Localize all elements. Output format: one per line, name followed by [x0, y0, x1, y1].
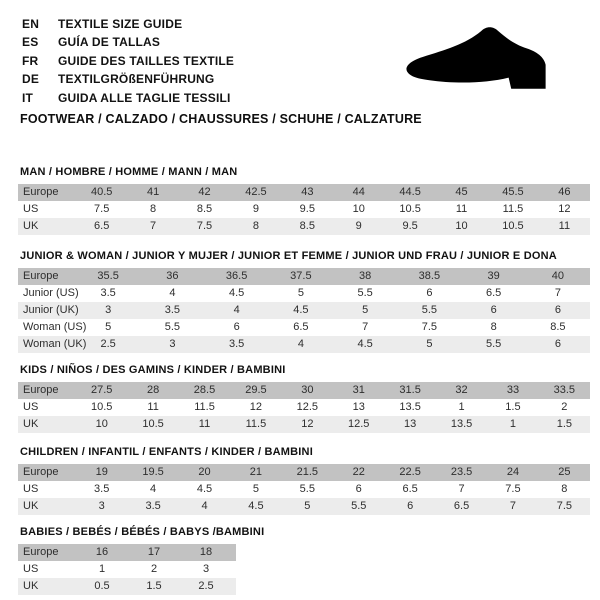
language-row — [22, 33, 234, 51]
size-cell: 4 — [150, 483, 157, 495]
size-cell: 4.5 — [248, 500, 264, 512]
header-cell: 33 — [506, 384, 520, 396]
table-row — [18, 561, 236, 578]
table-header-row — [18, 268, 590, 285]
header-cell: 18 — [199, 546, 213, 558]
size-cell: 10.5 — [142, 418, 164, 430]
header-cell: 16 — [95, 546, 109, 558]
header-cell: 22 — [352, 466, 365, 478]
size-cell: 7 — [554, 287, 561, 299]
size-cell: 5 — [304, 500, 311, 512]
row-label: Europe — [23, 186, 59, 198]
row-label: US — [23, 563, 39, 575]
size-cell: 6.5 — [485, 287, 502, 299]
table-row — [18, 578, 236, 595]
header-cell: 31 — [352, 384, 365, 396]
size-cell: 8 — [252, 220, 259, 232]
size-cell: 7.5 — [505, 483, 521, 495]
language-row — [22, 52, 234, 70]
language-label: GUIDA ALLE TAGLIE TESSILI — [58, 90, 231, 105]
table-row — [18, 416, 590, 433]
header-cell: 35.5 — [97, 270, 119, 282]
size-cell: 9.5 — [402, 220, 418, 232]
size-cell: 13.5 — [399, 401, 421, 413]
size-cell: 11 — [558, 220, 571, 232]
size-cell: 12 — [249, 401, 263, 413]
size-table-section — [18, 446, 590, 515]
table-title: BABIES / BEBÉS / BÉBÉS / BABYS /BAMBINI — [20, 526, 265, 538]
header-cell: 44 — [352, 186, 365, 198]
table-row — [18, 399, 590, 416]
header-cell: 19.5 — [142, 466, 164, 478]
size-cell: 7.5 — [196, 220, 213, 232]
size-cell: 6 — [233, 321, 240, 333]
size-cell: 12.5 — [348, 418, 370, 430]
header-cell: 23.5 — [450, 466, 473, 478]
table-row — [18, 336, 590, 353]
size-cell: 11 — [198, 418, 211, 430]
header-cell: 36.5 — [225, 270, 248, 282]
header-cell: 17 — [147, 546, 161, 558]
size-cell: 8 — [561, 483, 568, 495]
row-label: Junior (UK) — [23, 304, 79, 316]
header-cell: 38.5 — [418, 270, 441, 282]
language-row — [22, 70, 234, 88]
size-table-section — [18, 166, 590, 235]
table-row — [18, 481, 590, 498]
size-cell: 3 — [105, 304, 112, 316]
header-cell: 41 — [146, 186, 160, 198]
size-cell: 9.5 — [299, 203, 315, 215]
size-cell: 3.5 — [94, 483, 110, 495]
header-cell: 24 — [506, 466, 520, 478]
language-code: DE — [22, 72, 40, 87]
size-cell: 5 — [426, 338, 433, 350]
size-table — [18, 184, 590, 235]
size-cell: 11.5 — [194, 401, 215, 413]
row-label: Europe — [23, 546, 59, 558]
size-cell: 7.5 — [556, 500, 572, 512]
language-code: EN — [22, 17, 40, 31]
size-cell: 5.5 — [357, 287, 373, 299]
header-cell: 19 — [95, 466, 108, 478]
header-cell: 45.5 — [502, 186, 524, 198]
row-label: UK — [23, 418, 39, 430]
size-cell: 6.5 — [94, 220, 110, 232]
table-header-row — [18, 544, 236, 561]
table-row — [18, 285, 590, 302]
header-cell: 31.5 — [399, 384, 421, 396]
size-cell: 0.5 — [94, 580, 110, 592]
size-cell: 6 — [554, 338, 561, 350]
size-cell: 10.5 — [502, 220, 524, 232]
size-cell: 2 — [561, 401, 568, 413]
table-header-row — [18, 184, 590, 201]
size-cell: 12 — [558, 203, 571, 215]
header-cell: 40 — [551, 270, 564, 282]
language-label: GUIDE DES TAILLES TEXTILE — [58, 53, 235, 68]
table-row — [18, 302, 590, 319]
size-cell: 3.5 — [100, 287, 116, 299]
size-cell: 7.5 — [94, 203, 110, 215]
size-cell: 8.5 — [299, 220, 315, 232]
row-label: UK — [23, 500, 39, 512]
size-cell: 4.5 — [293, 304, 309, 316]
table-header-row — [18, 464, 590, 481]
header-cell: 21 — [249, 466, 263, 478]
row-label: Woman (UK) — [23, 338, 87, 350]
header-cell: 25 — [558, 466, 571, 478]
row-label: UK — [23, 220, 39, 232]
size-cell: 11 — [455, 203, 468, 215]
size-cell: 4 — [169, 287, 176, 299]
size-cell: 4 — [233, 304, 240, 316]
header-cell: 45 — [455, 186, 468, 198]
row-label: US — [23, 483, 39, 495]
header-cell: 21.5 — [296, 466, 319, 478]
table-title: CHILDREN / INFANTIL / ENFANTS / KINDER / BAMBINI — [20, 446, 313, 458]
size-cell: 13 — [404, 418, 417, 430]
size-cell: 1.5 — [556, 418, 572, 430]
size-table-section — [18, 364, 590, 433]
table-row — [18, 498, 590, 515]
header-cell: 38 — [359, 270, 372, 282]
table-row — [18, 319, 590, 336]
table-title: JUNIOR & WOMAN / JUNIOR Y MUJER / JUNIOR ET FEMME / JUNIOR UND FRAU / JUNIOR E DONA — [20, 250, 557, 262]
size-cell: 7.5 — [421, 321, 438, 333]
table-header-row — [18, 382, 590, 399]
size-cell: 6 — [426, 287, 433, 299]
size-cell: 6 — [355, 483, 362, 495]
row-label: Junior (US) — [23, 287, 79, 299]
size-cell: 4.5 — [357, 338, 373, 350]
header-cell: 28 — [146, 384, 160, 396]
language-label: TEXTILGRÖßENFÜHRUNG — [58, 72, 215, 87]
size-cell: 3.5 — [145, 500, 161, 512]
size-cell: 13 — [352, 401, 365, 413]
size-cell: 5 — [297, 287, 304, 299]
size-table — [18, 382, 590, 433]
size-cell: 1.5 — [146, 580, 162, 592]
header-cell: 32 — [455, 384, 468, 396]
size-cell: 6.5 — [293, 321, 309, 333]
size-cell: 7 — [509, 500, 517, 512]
header-cell: 37.5 — [290, 270, 312, 282]
row-label: Woman (US) — [23, 321, 87, 333]
size-cell: 11.5 — [502, 203, 524, 215]
size-table — [18, 464, 590, 515]
row-label: Europe — [23, 466, 59, 478]
size-cell: 2.5 — [100, 338, 116, 350]
size-cell: 7 — [362, 321, 369, 333]
table-title: MAN / HOMBRE / HOMME / MANN / MAN — [20, 166, 238, 178]
header-cell: 20 — [198, 466, 211, 478]
size-table — [18, 544, 236, 595]
language-code: FR — [22, 53, 39, 68]
header-cell: 43 — [301, 186, 314, 198]
header-cell: 36 — [166, 270, 179, 282]
row-label: US — [23, 203, 39, 215]
row-label: UK — [23, 580, 39, 592]
language-label: TEXTILE SIZE GUIDE — [58, 17, 183, 31]
size-cell: 6 — [490, 304, 497, 316]
table-row — [18, 218, 590, 235]
size-cell: 11 — [147, 401, 159, 413]
size-cell: 7 — [458, 483, 465, 495]
shoe-icon — [392, 20, 584, 106]
header-cell: 46 — [558, 186, 571, 198]
header-cell: 42 — [198, 186, 211, 198]
size-cell: 4.5 — [196, 483, 213, 495]
header-cell: 30 — [301, 384, 314, 396]
table-title: KIDS / NIÑOS / DES GAMINS / KINDER / BAMBINI — [20, 364, 286, 376]
row-label: Europe — [23, 384, 59, 396]
size-cell: 8.5 — [196, 203, 213, 215]
size-cell: 4.5 — [228, 287, 245, 299]
size-cell: 4 — [297, 338, 304, 350]
size-cell: 8.5 — [550, 321, 566, 333]
size-cell: 7 — [150, 220, 157, 232]
size-cell: 3.5 — [164, 304, 181, 316]
size-cell: 10 — [352, 203, 365, 215]
size-cell: 11.5 — [245, 418, 267, 430]
header-cell: 42.5 — [245, 186, 267, 198]
size-cell: 6.5 — [453, 500, 470, 512]
header-cell: 22.5 — [399, 466, 421, 478]
row-label: US — [23, 401, 39, 413]
language-code: IT — [22, 90, 34, 105]
size-cell: 5.5 — [421, 304, 438, 316]
language-label: GUÍA DE TALLAS — [58, 35, 161, 50]
size-cell: 10.5 — [90, 401, 113, 413]
size-cell: 4 — [201, 500, 208, 512]
size-table-section — [18, 250, 590, 353]
size-cell: 1 — [458, 401, 465, 413]
language-row — [22, 89, 234, 107]
size-cell: 5 — [362, 304, 369, 316]
language-row — [22, 15, 234, 33]
size-cell: 5.5 — [299, 483, 315, 495]
header-cell: 33.5 — [553, 384, 576, 396]
size-cell: 3 — [169, 338, 176, 350]
row-label: Europe — [23, 270, 59, 282]
language-code: ES — [22, 35, 39, 50]
size-cell: 9 — [355, 220, 362, 232]
size-cell: 3 — [98, 500, 105, 512]
size-cell: 6 — [407, 500, 414, 512]
size-cell: 12 — [301, 418, 314, 430]
table-row — [18, 201, 590, 218]
size-cell: 8 — [490, 321, 497, 333]
header-cell: 28.5 — [193, 384, 216, 396]
header-cell: 40.5 — [90, 186, 113, 198]
size-cell: 10.5 — [399, 203, 421, 215]
size-cell: 1.5 — [505, 401, 521, 413]
size-cell: 5.5 — [164, 321, 181, 333]
size-cell: 5.5 — [351, 500, 367, 512]
header-cell: 44.5 — [399, 186, 421, 198]
size-cell: 5 — [105, 321, 112, 333]
size-cell: 6.5 — [402, 483, 418, 495]
size-cell: 8 — [150, 203, 157, 215]
size-cell: 10 — [455, 220, 468, 232]
language-list — [22, 15, 234, 107]
category-heading: FOOTWEAR / CALZADO / CHAUSSURES / SCHUHE / CALZATURE — [20, 112, 422, 126]
size-cell: 9 — [252, 203, 259, 215]
size-cell: 1 — [98, 563, 106, 575]
size-cell: 3 — [202, 563, 210, 575]
size-cell: 3.5 — [228, 338, 245, 350]
size-cell: 2.5 — [198, 580, 214, 592]
header-cell: 27.5 — [90, 384, 113, 396]
size-cell: 1 — [509, 418, 517, 430]
size-cell: 13.5 — [450, 418, 473, 430]
header-cell: 39 — [487, 270, 500, 282]
size-cell: 10 — [95, 418, 108, 430]
size-table — [18, 268, 590, 353]
size-cell: 5.5 — [485, 338, 502, 350]
header-cell: 29.5 — [245, 384, 267, 396]
size-cell: 12.5 — [296, 401, 319, 413]
size-table-section — [18, 526, 590, 595]
size-cell: 2 — [150, 563, 158, 575]
size-cell: 5 — [252, 483, 259, 495]
size-cell: 6 — [554, 304, 561, 316]
